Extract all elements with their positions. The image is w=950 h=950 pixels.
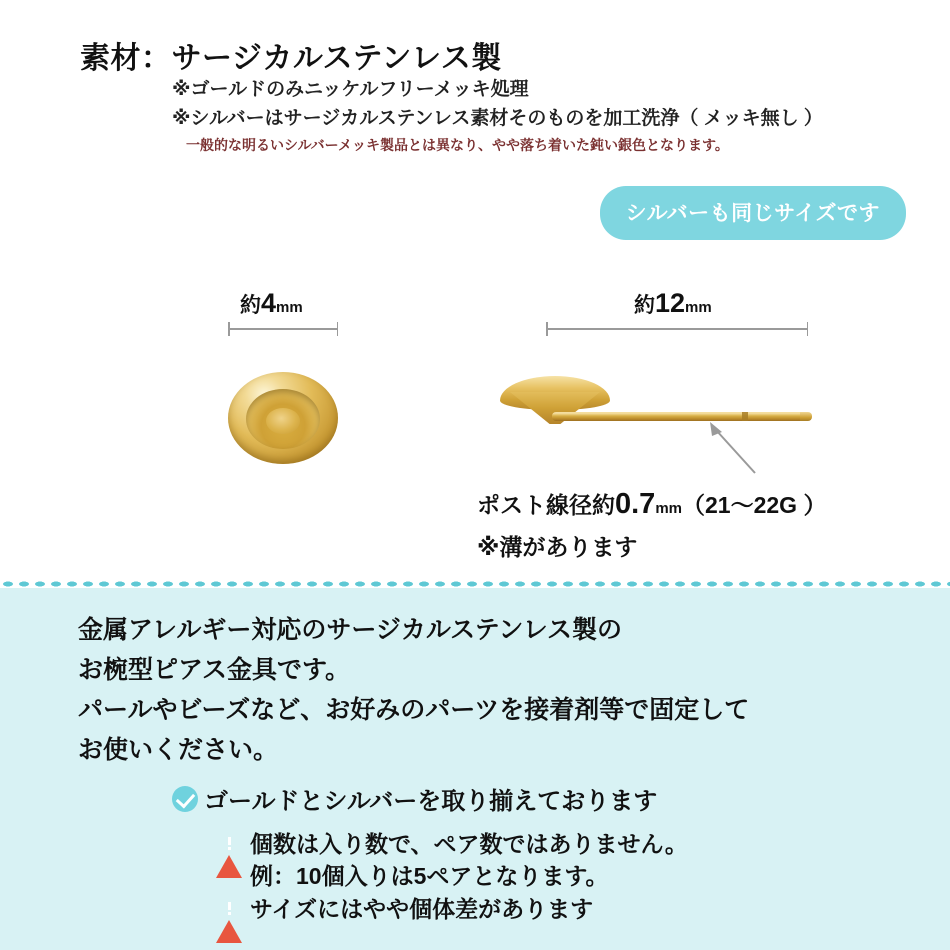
caliper-bar <box>228 328 338 330</box>
post-tip <box>800 412 812 421</box>
product-description <box>78 610 749 770</box>
cup-diameter-value: 4 <box>261 288 277 318</box>
groove-note: ※溝があります <box>477 534 638 560</box>
description-line-2: お椀型ピアス金具です。 <box>78 656 351 684</box>
total-length-caliper <box>546 322 808 336</box>
caliper-tick-right <box>337 322 339 336</box>
description-panel <box>0 588 950 950</box>
material-note-color: 一般的な明るいシルバーメッキ製品とは異なり、やや落ち着いた鈍い銀色となります。 <box>186 137 729 153</box>
cup-diameter-unit: mm <box>276 299 303 316</box>
size-warning-row <box>216 891 593 924</box>
caliper-tick-left <box>546 322 548 336</box>
color-availability-label: ゴールドとシルバーを取り揃えております <box>204 788 658 815</box>
cup-diameter-prefix: 約 <box>240 294 261 317</box>
page-title: 素材：サージカルステンレス製 <box>80 42 502 75</box>
description-line-4: お使いください。 <box>78 736 279 764</box>
post-shaft <box>552 412 810 421</box>
size-warning-label: サイズにはやや個体差があります <box>250 896 594 922</box>
post-gauge-prefix: ポスト線径約 <box>477 492 615 518</box>
warning-triangle-icon <box>216 894 242 918</box>
total-length-label <box>634 288 712 319</box>
post-gauge-caption <box>477 487 826 521</box>
total-length-value: 12 <box>655 288 686 318</box>
caliper-tick-left <box>228 322 230 336</box>
total-length-unit: mm <box>685 299 712 316</box>
cup-center-highlight <box>266 408 300 434</box>
caliper-bar <box>546 328 808 330</box>
description-line-1: 金属アレルギー対応のサージカルステンレス製の <box>78 616 623 644</box>
quantity-warning-row <box>216 826 688 859</box>
post-gauge-value: 0.7 <box>615 488 656 520</box>
material-note-silver: ※シルバーはサージカルステンレス素材そのものを加工洗浄（ メッキ無し ） <box>172 108 823 129</box>
warning-triangle-icon <box>216 829 242 853</box>
dotted-divider <box>0 580 950 588</box>
cup-diameter-label <box>240 288 303 319</box>
post-gauge-unit: mm <box>655 500 683 517</box>
total-length-prefix: 約 <box>634 294 655 317</box>
warning-exclamation-dot <box>228 912 231 915</box>
earring-cup-front-image <box>228 372 338 470</box>
caliper-tick-right <box>807 322 809 336</box>
quantity-warning-label: 個数は入り数で、ペア数ではありません。 <box>250 831 688 857</box>
cup-diameter-caliper <box>228 322 338 336</box>
material-note-gold: ※ゴールドのみニッケルフリーメッキ処理 <box>172 79 529 100</box>
groove-pointer-arrow-icon <box>700 418 760 478</box>
silver-size-badge: シルバーも同じサイズです <box>600 186 906 240</box>
color-availability-row <box>172 781 657 816</box>
description-line-3: パールやビーズなど、お好みのパーツを接着剤等で固定して <box>78 696 750 724</box>
check-circle-icon <box>172 786 198 812</box>
warning-exclamation-dot <box>228 847 231 850</box>
quantity-warning-example: 例：10個入りは5ペアとなります。 <box>250 863 609 889</box>
earring-post-side-image <box>500 370 820 460</box>
warning-exclamation-bar <box>228 902 231 910</box>
warning-exclamation-bar <box>228 837 231 845</box>
post-gauge-suffix: （21〜22G ） <box>682 492 827 518</box>
